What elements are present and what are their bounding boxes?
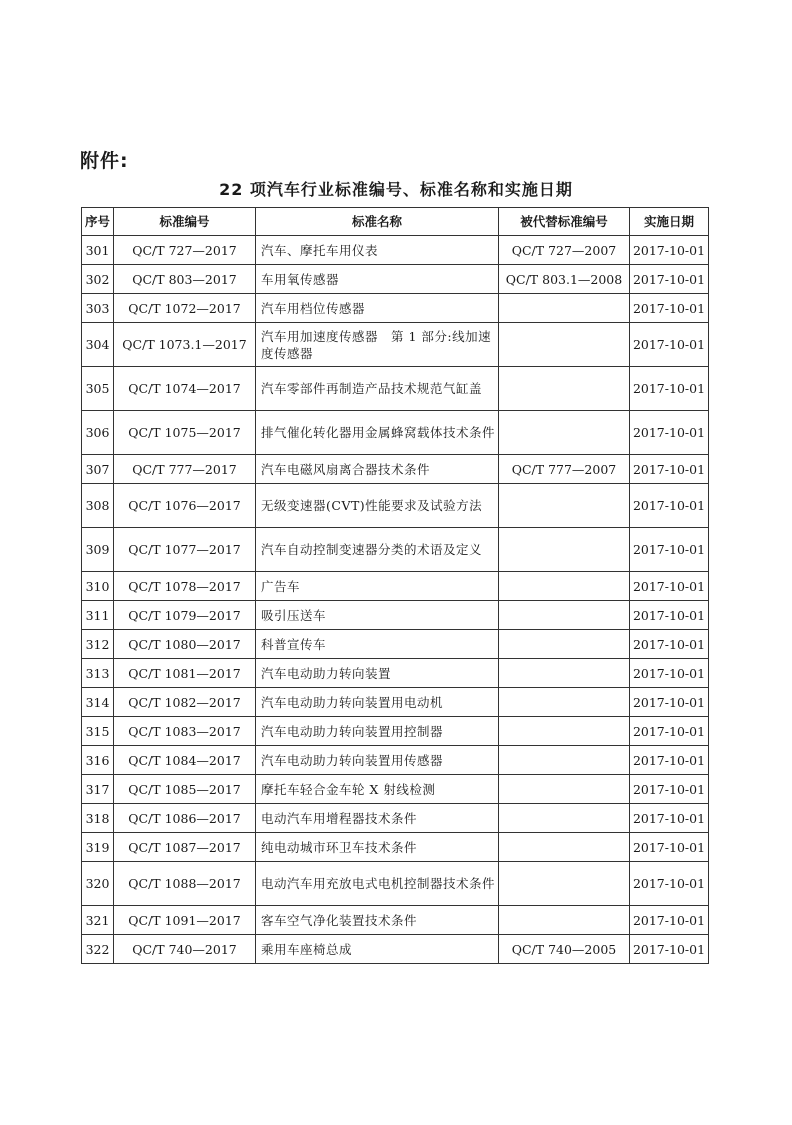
- cell-code: QC/T 1091—2017: [114, 906, 256, 935]
- table-row: [82, 455, 709, 484]
- cell-replaced: [499, 775, 630, 804]
- cell-replaced: [499, 528, 630, 572]
- cell-seq: 313: [82, 659, 114, 688]
- cell-date: 2017-10-01: [630, 294, 709, 323]
- table-row: [82, 484, 709, 528]
- cell-date: 2017-10-01: [630, 862, 709, 906]
- cell-code: QC/T 1073.1—2017: [114, 323, 256, 367]
- cell-replaced: [499, 862, 630, 906]
- cell-name: 汽车电动助力转向装置用电动机: [256, 688, 499, 717]
- cell-code: QC/T 1075—2017: [114, 411, 256, 455]
- cell-date: 2017-10-01: [630, 746, 709, 775]
- cell-name: 汽车电动助力转向装置: [256, 659, 499, 688]
- cell-name: 汽车自动控制变速器分类的术语及定义: [256, 528, 499, 572]
- header-date: 实施日期: [630, 208, 709, 236]
- header-seq: 序号: [82, 208, 114, 236]
- cell-date: 2017-10-01: [630, 572, 709, 601]
- cell-seq: 310: [82, 572, 114, 601]
- table-row: [82, 294, 709, 323]
- cell-code: QC/T 1078—2017: [114, 572, 256, 601]
- table-row: [82, 717, 709, 746]
- table-row: [82, 935, 709, 964]
- cell-name: 吸引压送车: [256, 601, 499, 630]
- cell-code: QC/T 1083—2017: [114, 717, 256, 746]
- cell-replaced: QC/T 740—2005: [499, 935, 630, 964]
- cell-replaced: [499, 323, 630, 367]
- cell-date: 2017-10-01: [630, 455, 709, 484]
- cell-seq: 314: [82, 688, 114, 717]
- cell-code: QC/T 777—2017: [114, 455, 256, 484]
- table-row: [82, 528, 709, 572]
- cell-replaced: [499, 659, 630, 688]
- cell-replaced: [499, 746, 630, 775]
- cell-seq: 319: [82, 833, 114, 862]
- cell-replaced: [499, 804, 630, 833]
- table-row: [82, 411, 709, 455]
- cell-code: QC/T 1084—2017: [114, 746, 256, 775]
- table-row: [82, 688, 709, 717]
- cell-code: QC/T 1081—2017: [114, 659, 256, 688]
- header-name: 标准名称: [256, 208, 499, 236]
- cell-replaced: [499, 630, 630, 659]
- table-row: [82, 659, 709, 688]
- cell-name: 汽车电动助力转向装置用传感器: [256, 746, 499, 775]
- cell-code: QC/T 803—2017: [114, 265, 256, 294]
- cell-code: QC/T 1080—2017: [114, 630, 256, 659]
- table-row: [82, 236, 709, 265]
- cell-replaced: [499, 906, 630, 935]
- header-code: 标准编号: [114, 208, 256, 236]
- cell-code: QC/T 1087—2017: [114, 833, 256, 862]
- cell-replaced: [499, 833, 630, 862]
- cell-seq: 311: [82, 601, 114, 630]
- cell-name: 汽车零部件再制造产品技术规范气缸盖: [256, 367, 499, 411]
- table-row: [82, 906, 709, 935]
- cell-code: QC/T 1088—2017: [114, 862, 256, 906]
- cell-seq: 308: [82, 484, 114, 528]
- table-row: [82, 804, 709, 833]
- cell-replaced: [499, 484, 630, 528]
- cell-code: QC/T 1077—2017: [114, 528, 256, 572]
- table-row: [82, 833, 709, 862]
- table-row: [82, 775, 709, 804]
- cell-name: 无级变速器(CVT)性能要求及试验方法: [256, 484, 499, 528]
- cell-replaced: [499, 367, 630, 411]
- cell-seq: 320: [82, 862, 114, 906]
- cell-replaced: QC/T 727—2007: [499, 236, 630, 265]
- cell-seq: 312: [82, 630, 114, 659]
- page-title: 22 项汽车行业标准编号、标准名称和实施日期: [219, 180, 573, 199]
- table-row: [82, 746, 709, 775]
- table-row: [82, 601, 709, 630]
- cell-name: 客车空气净化装置技术条件: [256, 906, 499, 935]
- cell-name: 车用氧传感器: [256, 265, 499, 294]
- cell-name: 汽车用档位传感器: [256, 294, 499, 323]
- table-row: [82, 323, 709, 367]
- cell-name: 摩托车轻合金车轮 X 射线检测: [256, 775, 499, 804]
- cell-name: 电动汽车用增程器技术条件: [256, 804, 499, 833]
- cell-date: 2017-10-01: [630, 630, 709, 659]
- cell-replaced: [499, 601, 630, 630]
- cell-code: QC/T 1086—2017: [114, 804, 256, 833]
- cell-date: 2017-10-01: [630, 367, 709, 411]
- cell-seq: 316: [82, 746, 114, 775]
- cell-date: 2017-10-01: [630, 411, 709, 455]
- table-row: [82, 265, 709, 294]
- cell-name: 排气催化转化器用金属蜂窝载体技术条件: [256, 411, 499, 455]
- cell-replaced: [499, 717, 630, 746]
- cell-seq: 321: [82, 906, 114, 935]
- cell-date: 2017-10-01: [630, 935, 709, 964]
- cell-seq: 315: [82, 717, 114, 746]
- table-row: [82, 572, 709, 601]
- table-row: [82, 630, 709, 659]
- cell-seq: 304: [82, 323, 114, 367]
- header-replaced: 被代替标准编号: [499, 208, 630, 236]
- cell-code: QC/T 740—2017: [114, 935, 256, 964]
- cell-code: QC/T 1079—2017: [114, 601, 256, 630]
- cell-seq: 307: [82, 455, 114, 484]
- cell-date: 2017-10-01: [630, 528, 709, 572]
- cell-replaced: [499, 688, 630, 717]
- cell-seq: 309: [82, 528, 114, 572]
- cell-date: 2017-10-01: [630, 323, 709, 367]
- cell-seq: 302: [82, 265, 114, 294]
- table-row: [82, 862, 709, 906]
- cell-date: 2017-10-01: [630, 601, 709, 630]
- standards-table: [81, 207, 709, 964]
- cell-date: 2017-10-01: [630, 236, 709, 265]
- cell-name: 汽车用加速度传感器 第 1 部分:线加速度传感器: [256, 323, 499, 367]
- cell-replaced: [499, 294, 630, 323]
- cell-code: QC/T 1074—2017: [114, 367, 256, 411]
- cell-name: 汽车电磁风扇离合器技术条件: [256, 455, 499, 484]
- cell-name: 乘用车座椅总成: [256, 935, 499, 964]
- cell-date: 2017-10-01: [630, 833, 709, 862]
- cell-replaced: [499, 572, 630, 601]
- cell-name: 广告车: [256, 572, 499, 601]
- cell-name: 汽车电动助力转向装置用控制器: [256, 717, 499, 746]
- cell-replaced: [499, 411, 630, 455]
- cell-name: 汽车、摩托车用仪表: [256, 236, 499, 265]
- cell-date: 2017-10-01: [630, 265, 709, 294]
- cell-name: 电动汽车用充放电式电机控制器技术条件: [256, 862, 499, 906]
- cell-date: 2017-10-01: [630, 804, 709, 833]
- cell-code: QC/T 1072—2017: [114, 294, 256, 323]
- cell-seq: 318: [82, 804, 114, 833]
- cell-code: QC/T 1085—2017: [114, 775, 256, 804]
- cell-date: 2017-10-01: [630, 484, 709, 528]
- cell-seq: 306: [82, 411, 114, 455]
- table-row: [82, 367, 709, 411]
- cell-name: 纯电动城市环卫车技术条件: [256, 833, 499, 862]
- cell-date: 2017-10-01: [630, 688, 709, 717]
- cell-code: QC/T 1082—2017: [114, 688, 256, 717]
- cell-date: 2017-10-01: [630, 659, 709, 688]
- cell-date: 2017-10-01: [630, 717, 709, 746]
- cell-date: 2017-10-01: [630, 906, 709, 935]
- cell-name: 科普宣传车: [256, 630, 499, 659]
- cell-seq: 303: [82, 294, 114, 323]
- cell-seq: 317: [82, 775, 114, 804]
- cell-replaced: QC/T 803.1—2008: [499, 265, 630, 294]
- cell-seq: 322: [82, 935, 114, 964]
- cell-code: QC/T 727—2017: [114, 236, 256, 265]
- attachment-label: 附件:: [80, 150, 129, 172]
- cell-seq: 305: [82, 367, 114, 411]
- cell-date: 2017-10-01: [630, 775, 709, 804]
- cell-code: QC/T 1076—2017: [114, 484, 256, 528]
- cell-seq: 301: [82, 236, 114, 265]
- cell-replaced: QC/T 777—2007: [499, 455, 630, 484]
- table-header-row: [82, 208, 709, 236]
